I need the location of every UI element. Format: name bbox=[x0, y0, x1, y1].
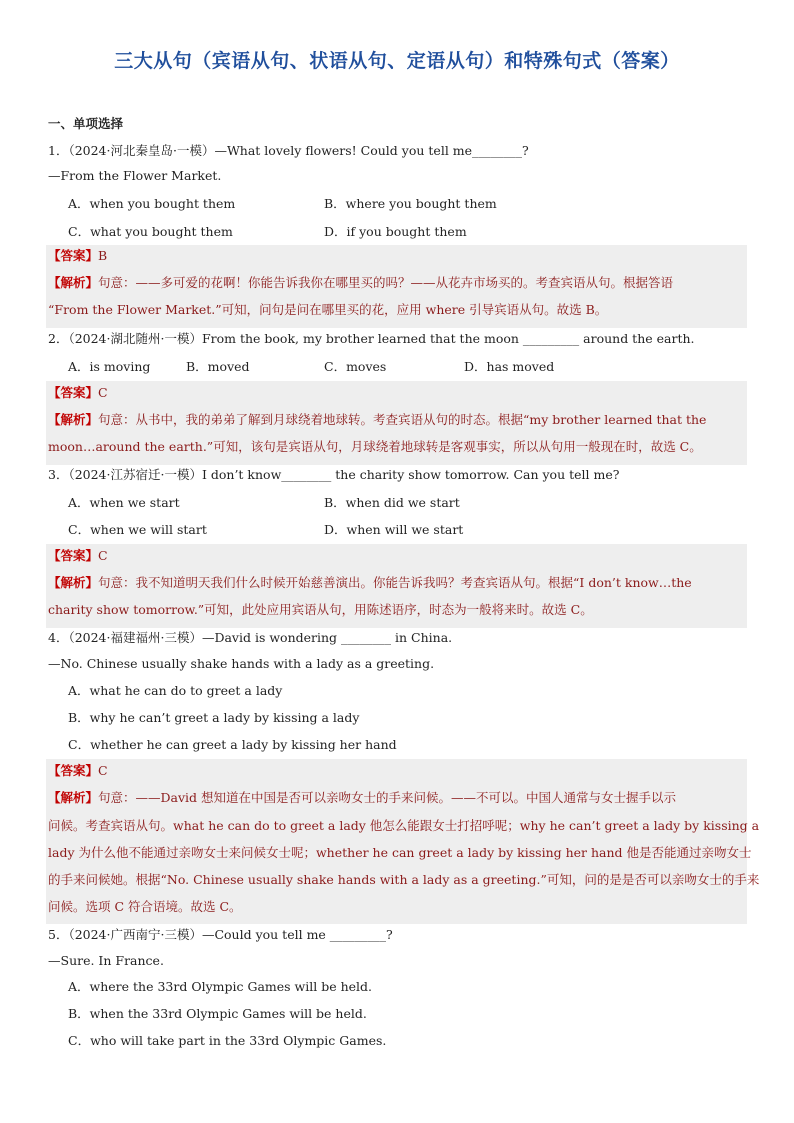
question-4-analysis-cont-3: 的手来问候她。根据“No. Chinese usually shake hands with a lady as a greeting.”可知，问的是是否可以亲吻女士的手来 bbox=[48, 872, 760, 887]
question-2-analysis-cont: moon…around the earth.”可知，该句是宾语从句，月球绕着地球转是客观事实，所以从句用一般现在时，故选 C。 bbox=[48, 439, 702, 454]
question-1-option-a: A．when you bought them bbox=[68, 196, 236, 211]
answer-tag: 【答案】 bbox=[48, 763, 99, 778]
question-3-option-a: A．when we start bbox=[68, 495, 180, 510]
question-4-option-a: A．what he can do to greet a lady bbox=[68, 683, 283, 698]
answer-value: C bbox=[98, 385, 108, 400]
question-2-option-a: A．is moving bbox=[68, 359, 151, 374]
question-5-stem: 5．（2024·广西南宁·三模）—Could you tell me _________? bbox=[48, 927, 393, 942]
question-1-reply: —From the Flower Market. bbox=[48, 168, 222, 183]
question-3-option-d: D．when will we start bbox=[324, 522, 464, 537]
analysis-tag: 【解析】 bbox=[48, 790, 99, 805]
question-2-stem: 2．（2024·湖北随州·一模）From the book, my brother learned that the moon _________ around the earth. bbox=[48, 331, 695, 346]
analysis-text: 句意：我不知道明天我们什么时候开始慈善演出。你能告诉我吗？考查宾语从句。根据“I don’t know…the bbox=[98, 575, 692, 590]
answer-tag: 【答案】 bbox=[48, 385, 99, 400]
section-heading: 一、单项选择 bbox=[48, 116, 124, 131]
question-3-option-c: C．when we will start bbox=[68, 522, 207, 537]
question-4-answer bbox=[48, 762, 108, 780]
page-title: 三大从句（宾语从句、状语从句、定语从句）和特殊句式（答案） bbox=[114, 50, 680, 72]
question-4-option-b: B．why he can’t greet a lady by kissing a lady bbox=[68, 710, 360, 725]
question-1-option-b: B．where you bought them bbox=[324, 196, 497, 211]
answer-tag: 【答案】 bbox=[48, 548, 99, 563]
question-3-answer bbox=[48, 547, 108, 565]
question-5-option-b: B．when the 33rd Olympic Games will be held. bbox=[68, 1006, 367, 1021]
question-1-analysis-cont: “From the Flower Market.”可知，问句是问在哪里买的花，应用 where 引导宾语从句。故选 B。 bbox=[48, 302, 608, 317]
question-2-option-b: B．moved bbox=[186, 359, 250, 374]
question-5-reply: —Sure. In France. bbox=[48, 953, 164, 968]
question-1-option-d: D．if you bought them bbox=[324, 224, 467, 239]
answer-tag: 【答案】 bbox=[48, 248, 99, 263]
question-4-stem: 4．（2024·福建福州·三模）—David is wondering ________ in China. bbox=[48, 630, 453, 645]
question-2-analysis bbox=[48, 411, 706, 429]
question-3-analysis bbox=[48, 574, 692, 592]
question-4-reply: —No. Chinese usually shake hands with a lady as a greeting. bbox=[48, 656, 435, 671]
question-1-analysis bbox=[48, 274, 673, 292]
question-3-stem: 3．（2024·江苏宿迁·一模）I don’t know________ the charity show tomorrow. Can you tell me? bbox=[48, 467, 620, 482]
question-5-option-c: C．who will take part in the 33rd Olympic Games. bbox=[68, 1033, 387, 1048]
question-1-option-c: C．what you bought them bbox=[68, 224, 233, 239]
question-4-analysis bbox=[48, 789, 676, 807]
answer-value: C bbox=[98, 763, 108, 778]
answer-value: B bbox=[98, 248, 108, 263]
question-4-analysis-cont-4: 问候。选项 C 符合语境。故选 C。 bbox=[48, 899, 242, 914]
question-4-analysis-cont-1: 问候。考查宾语从句。what he can do to greet a lady 他怎么能跟女士打招呼呢；why he can’t greet a lady by kissing a bbox=[48, 818, 760, 833]
analysis-tag: 【解析】 bbox=[48, 412, 99, 427]
question-3-analysis-cont: charity show tomorrow.”可知，此处应用宾语从句，用陈述语序，时态为一般将来时。故选 C。 bbox=[48, 602, 593, 617]
question-1-answer bbox=[48, 247, 107, 265]
question-3-option-b: B．when did we start bbox=[324, 495, 460, 510]
analysis-tag: 【解析】 bbox=[48, 275, 99, 290]
analysis-tag: 【解析】 bbox=[48, 575, 99, 590]
analysis-text: 句意：——多可爱的花啊！你能告诉我你在哪里买的吗？——从花卉市场买的。考查宾语从句。根据答语 bbox=[98, 275, 674, 290]
question-2-option-d: D．has moved bbox=[464, 359, 555, 374]
question-2-answer bbox=[48, 384, 108, 402]
question-4-option-c: C．whether he can greet a lady by kissing her hand bbox=[68, 737, 397, 752]
question-2-option-c: C．moves bbox=[324, 359, 387, 374]
analysis-text: 句意：——David 想知道在中国是否可以亲吻女士的手来问候。——不可以。中国人通常与女士握手以示 bbox=[98, 790, 677, 805]
question-1-stem: 1．（2024·河北秦皇岛·一模）—What lovely flowers! Could you tell me________? bbox=[48, 143, 529, 158]
question-5-option-a: A．where the 33rd Olympic Games will be held. bbox=[68, 979, 372, 994]
answer-value: C bbox=[98, 548, 108, 563]
analysis-text: 句意：从书中，我的弟弟了解到月球绕着地球转。考查宾语从句的时态。根据“my brother learned that the bbox=[98, 412, 707, 427]
question-4-analysis-cont-2: lady 为什么他不能通过亲吻女士来问候女士呢；whether he can greet a lady by kissing her hand 他是否能通过亲吻女士 bbox=[48, 845, 752, 860]
